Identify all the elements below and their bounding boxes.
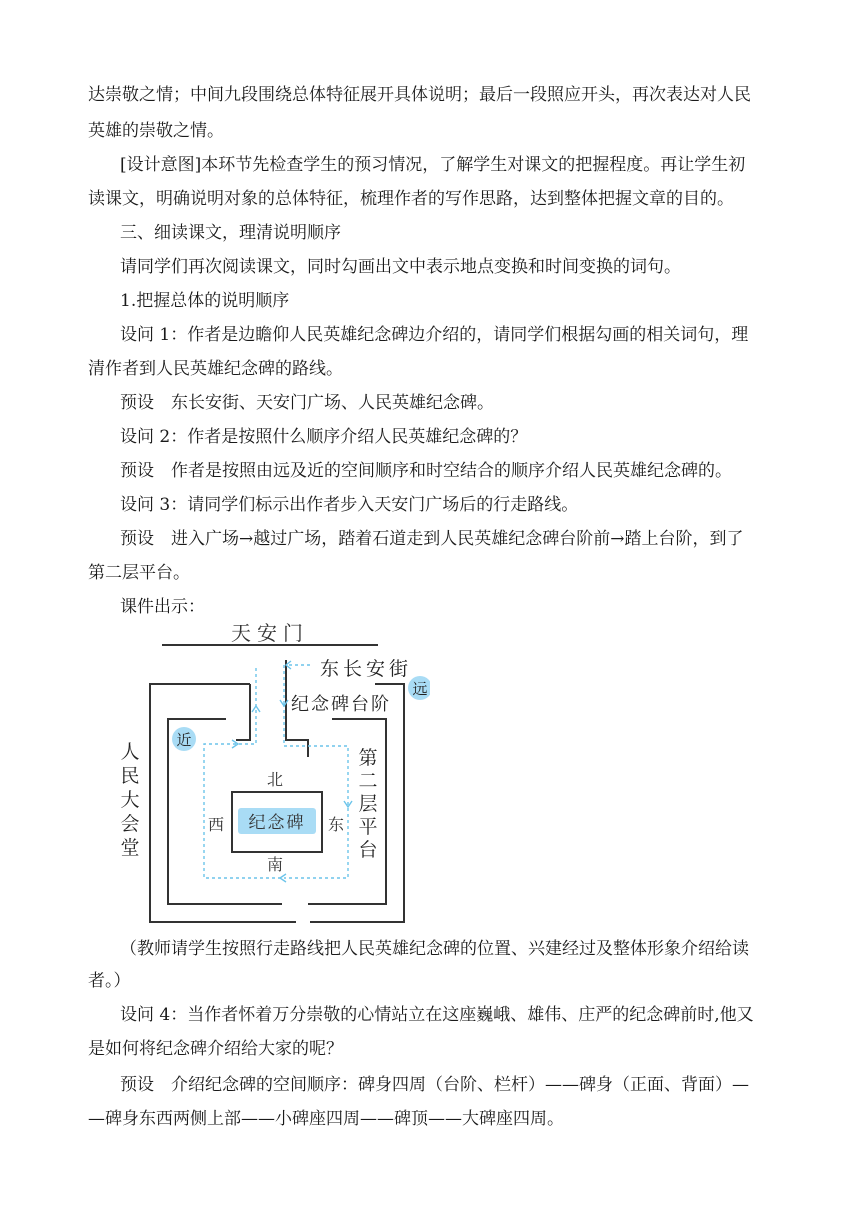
question-line: 设问 3：请同学们标示出作者步入天安门广场后的行走路线。 <box>120 495 579 515</box>
near-label: 近 <box>176 731 192 749</box>
text-line: 读课文，明确说明对象的总体特征，梳理作者的写作思路，达到整体把握文章的目的。 <box>88 189 734 209</box>
answer-line: 预设 介绍纪念碑的空间顺序：碑身四周（台阶、栏杆）——碑身（正面、背面）— <box>120 1075 749 1095</box>
text-line: 清作者到人民英雄纪念碑的路线。 <box>88 359 343 379</box>
text-line: 者。） <box>88 971 131 991</box>
hall-char: 民 <box>120 765 140 787</box>
monument-label: 纪念碑 <box>248 813 306 833</box>
hall-char: 人 <box>120 741 140 763</box>
text-line: 请同学们再次阅读课文，同时勾画出文中表示地点变换和时间变换的词句。 <box>120 257 681 277</box>
platform-char: 二 <box>358 770 378 792</box>
north-label: 北 <box>266 770 284 789</box>
text-line: [设计意图]本环节先检查学生的预习情况，了解学生对课文的把握程度。再让学生初 <box>120 155 746 175</box>
question-line: 设问 2：作者是按照什么顺序介绍人民英雄纪念碑的？ <box>120 427 528 447</box>
platform-char: 层 <box>358 793 378 815</box>
platform-label <box>358 747 377 861</box>
east-label: 东 <box>327 815 345 834</box>
text-line: （教师请学生按照行走路线把人民英雄纪念碑的位置、兴建经过及整体形象介绍给读 <box>120 939 749 959</box>
hall-char: 堂 <box>120 837 140 859</box>
hall-char: 会 <box>120 813 140 835</box>
text-line: 达崇敬之情；中间九段围绕总体特征展开具体说明；最后一段照应开头，再次表达对人民 <box>88 85 751 105</box>
south-label: 南 <box>266 855 284 874</box>
tiananmen-label: 天安门 <box>231 621 309 645</box>
question-line: 设问 1：作者是边瞻仰人民英雄纪念碑边介绍的，请同学们根据勾画的相关词句，理 <box>120 325 749 345</box>
text-line: 第二层平台。 <box>88 563 190 583</box>
subsection-heading: 1.把握总体的说明顺序 <box>120 291 290 311</box>
answer-line: 预设 进入广场→越过广场，踏着石道走到人民英雄纪念碑台阶前→踏上台阶，到了 <box>120 529 744 549</box>
answer-line: 预设 东长安街、天安门广场、人民英雄纪念碑。 <box>120 393 494 413</box>
steps-label: 纪念碑台阶 <box>291 694 391 715</box>
text-line: 课件出示： <box>120 597 205 617</box>
route-diagram <box>110 612 430 932</box>
text-line: 英雄的崇敬之情。 <box>88 121 224 141</box>
hall-char: 大 <box>120 789 140 811</box>
platform-char: 第 <box>358 747 378 769</box>
west-label: 西 <box>207 815 225 834</box>
text-line: —碑身东西两侧上部——小碑座四周——碑顶——大碑座四周。 <box>88 1109 564 1129</box>
text-line: 是如何将纪念碑介绍给大家的呢？ <box>88 1039 343 1059</box>
hall-label <box>120 741 139 859</box>
platform-char: 台 <box>358 839 378 861</box>
far-label: 远 <box>412 680 428 698</box>
answer-line: 预设 作者是按照由远及近的空间顺序和时空结合的顺序介绍人民英雄纪念碑的。 <box>120 461 732 481</box>
section-heading: 三、细读课文，理清说明顺序 <box>120 223 341 243</box>
platform-char: 平 <box>358 816 378 838</box>
corridor-wall-left <box>236 684 250 740</box>
question-line: 设问 4：当作者怀着万分崇敬的心情站立在这座巍峨、雄伟、庄严的纪念碑前时,他又 <box>120 1005 754 1025</box>
changan-label: 东长安街 <box>320 658 413 680</box>
